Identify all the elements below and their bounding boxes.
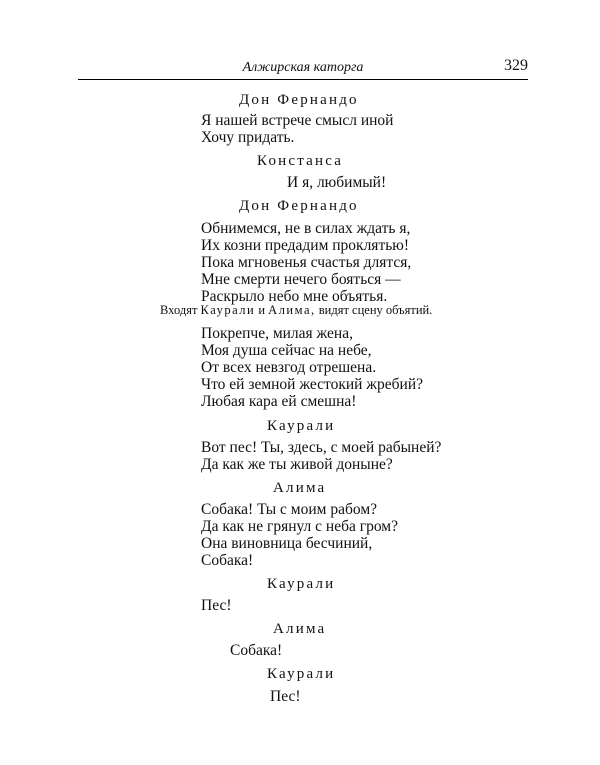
page-number: 329 (504, 57, 528, 74)
stage-direction (160, 303, 432, 318)
verse-line: Да как же ты живой доныне? (201, 456, 393, 473)
running-head-title: Алжирская каторга (242, 60, 364, 75)
verse-line: Собака! (230, 642, 283, 659)
stage-character-kaurali: Каурали (200, 303, 256, 317)
speaker-konstansa: Констанса (257, 153, 344, 169)
speaker-alima: Алима (273, 480, 327, 496)
verse-line: Любая кара ей смешна! (201, 393, 357, 410)
verse-line: Хочу придать. (201, 129, 295, 146)
verse-line: Покрепче, милая жена, (201, 325, 353, 342)
speaker-don-fernando: Дон Фернандо (239, 198, 359, 214)
speaker-alima: Алима (273, 621, 327, 637)
speaker-don-fernando: Дон Фернандо (239, 92, 359, 108)
speaker-kaurali: Каурали (267, 666, 336, 682)
stage-text: видят сцену объятий. (318, 303, 433, 317)
running-head (78, 57, 528, 78)
verse-line: Что ей земной жестокий жребий? (201, 376, 424, 393)
verse-line: Вот пес! Ты, здесь, с моей рабыней? (201, 439, 442, 456)
stage-text: Входят (160, 303, 198, 317)
verse-line: Пока мгновенья счастья длятся, (201, 254, 412, 271)
verse-line: Собака! (201, 552, 254, 569)
verse-line: Мне смерти нечего бояться — (201, 271, 401, 288)
verse-line: Пес! (270, 688, 301, 705)
verse-line: Обнимемся, не в силах ждать я, (201, 220, 411, 237)
stage-character-alima: Алима, (268, 303, 316, 317)
verse-line: Я нашей встрече смысл иной (201, 112, 394, 129)
verse-line: Она виновница бесчиний, (201, 535, 373, 552)
verse-line: Собака! Ты с моим рабом? (201, 501, 378, 518)
verse-line: Пес! (201, 597, 232, 614)
header-rule (78, 79, 528, 80)
speaker-kaurali: Каурали (267, 418, 336, 434)
verse-line: Моя душа сейчас на небе, (201, 342, 372, 359)
verse-line: От всех невзгод отрешена. (201, 359, 377, 376)
verse-line: И я, любимый! (287, 174, 387, 191)
verse-line: Да как не грянул с неба гром? (201, 518, 398, 535)
verse-line: Их козни предадим проклятью! (201, 237, 410, 254)
speaker-kaurali: Каурали (267, 576, 336, 592)
stage-text: и (258, 303, 266, 317)
verse-line: Раскрыло небо мне объятья. (201, 288, 388, 305)
